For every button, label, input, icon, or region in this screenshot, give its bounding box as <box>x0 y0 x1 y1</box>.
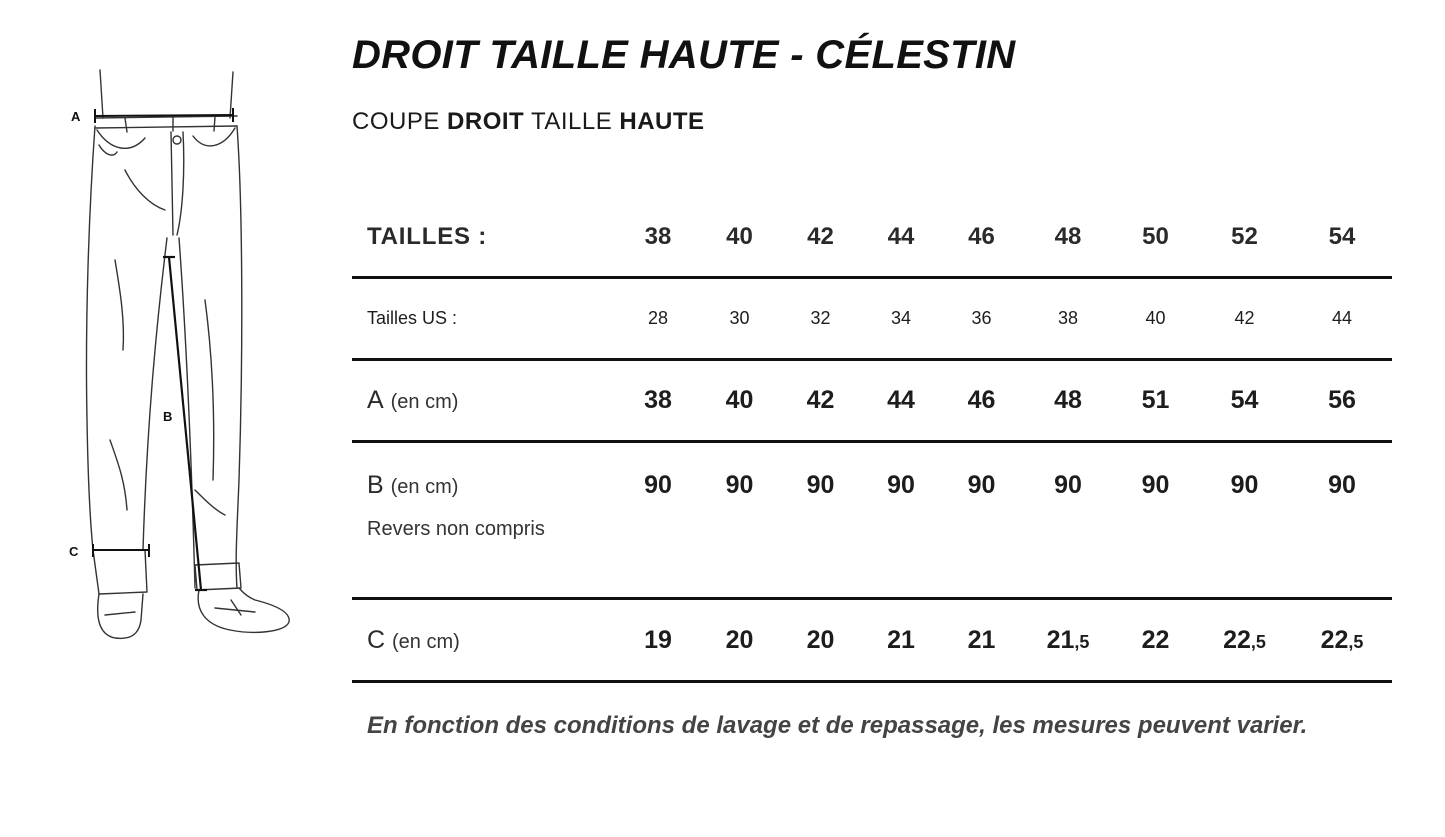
page-title: DROIT TAILLE HAUTE - CÉLESTIN <box>352 33 1016 77</box>
us-size-cell: 42 <box>1234 308 1255 328</box>
measure-b-cell: 90 <box>1141 471 1170 499</box>
table-row-b <box>352 442 1392 599</box>
size-cell: 38 <box>644 223 672 250</box>
measurement-disclaimer: En fonction des conditions de lavage et de repassage, les mesures peuvent varier. <box>367 712 1308 739</box>
measure-letter: B <box>367 471 384 499</box>
measure-b-cell: 90 <box>806 471 835 499</box>
jeans-drawing <box>55 60 305 660</box>
subtitle-part-bold: HAUTE <box>619 108 705 135</box>
measure-c-cell <box>1292 599 1392 682</box>
measure-c-cell <box>861 599 941 682</box>
subtitle-part-bold: DROIT <box>447 108 525 135</box>
size-cell: 42 <box>807 223 834 250</box>
measure-a-cell: 46 <box>967 386 996 414</box>
measure-c-int: 21 <box>967 625 996 654</box>
table-row-a <box>352 360 1392 442</box>
measure-a-label <box>352 360 617 442</box>
us-size-cell: 32 <box>810 308 831 328</box>
measure-c-int: 21 <box>887 625 915 654</box>
us-size-cell: 44 <box>1331 308 1353 328</box>
size-chart-table <box>352 198 1392 683</box>
measure-c-decimal: ,5 <box>1348 631 1364 652</box>
marker-b: B <box>163 409 173 424</box>
measure-b-cell: 90 <box>644 471 672 499</box>
measure-a-cell: 48 <box>1054 386 1082 414</box>
size-cell: 48 <box>1054 223 1082 250</box>
measure-c-int: 19 <box>644 625 672 654</box>
us-size-cell: 36 <box>971 308 992 328</box>
us-size-cell: 28 <box>647 308 669 328</box>
table-row-us-sizes <box>352 278 1392 360</box>
measure-c-cell <box>1114 599 1197 682</box>
measure-letter: A <box>367 386 384 414</box>
us-size-cell: 38 <box>1057 308 1079 328</box>
measure-unit: (en cm) <box>390 476 459 498</box>
us-size-cell: 30 <box>729 308 750 328</box>
measure-c-cell <box>1022 599 1114 682</box>
measure-c-int: 21 <box>1046 625 1075 654</box>
measure-b-cell: 90 <box>725 471 754 499</box>
measure-b-cell: 90 <box>1328 471 1356 499</box>
measure-a-cell: 40 <box>725 386 754 414</box>
measure-unit: (en cm) <box>392 630 460 653</box>
marker-a: A <box>71 109 81 124</box>
measure-a-cell: 51 <box>1141 386 1170 414</box>
measure-c-label <box>352 599 617 682</box>
measure-unit: (en cm) <box>390 391 459 413</box>
size-cell: 50 <box>1142 223 1169 250</box>
measure-b-cell: 90 <box>1054 471 1082 499</box>
measure-a-cell: 38 <box>644 386 672 414</box>
measure-a-cell: 54 <box>1230 386 1259 414</box>
size-cell: 46 <box>968 223 995 250</box>
measure-c-cell <box>617 599 699 682</box>
measure-a-cell: 56 <box>1328 386 1356 414</box>
measure-c-cell <box>780 599 861 682</box>
measure-letter: C <box>367 625 386 654</box>
measure-c-cell <box>941 599 1022 682</box>
measure-note: Revers non compris <box>367 518 545 540</box>
measure-c-int: 22 <box>1320 625 1349 654</box>
size-cell: 54 <box>1328 223 1356 250</box>
table-row-c <box>352 599 1392 682</box>
us-sizes-label: Tailles US : <box>367 308 458 328</box>
measure-c-cell <box>1197 599 1292 682</box>
measure-c-int: 22 <box>1223 625 1251 654</box>
subtitle-part: TAILLE <box>530 108 613 135</box>
measure-b-label <box>352 442 617 599</box>
measure-c-decimal: ,5 <box>1074 631 1090 652</box>
marker-c: C <box>69 544 79 559</box>
measure-b-cell: 90 <box>1230 471 1259 499</box>
page-subtitle <box>352 106 705 138</box>
measure-a-cell: 44 <box>887 386 915 414</box>
us-size-cell: 34 <box>890 308 912 328</box>
size-cell: 40 <box>726 223 753 250</box>
measure-c-cell <box>699 599 780 682</box>
measure-c-int: 22 <box>1141 625 1170 654</box>
jeans-illustration <box>55 60 305 660</box>
size-cell: 44 <box>887 223 915 250</box>
measure-c-int: 20 <box>806 625 835 654</box>
measure-b-cell: 90 <box>967 471 996 499</box>
measure-a-cell: 42 <box>806 386 835 414</box>
table-row-sizes <box>352 198 1392 278</box>
measure-c-int: 20 <box>725 625 754 654</box>
us-size-cell: 40 <box>1145 308 1166 328</box>
sizes-label: TAILLES : <box>367 223 488 250</box>
measure-b-cell: 90 <box>887 471 915 499</box>
measure-c-decimal: ,5 <box>1250 631 1266 652</box>
subtitle-part: COUPE <box>352 108 440 135</box>
size-cell: 52 <box>1231 223 1258 250</box>
